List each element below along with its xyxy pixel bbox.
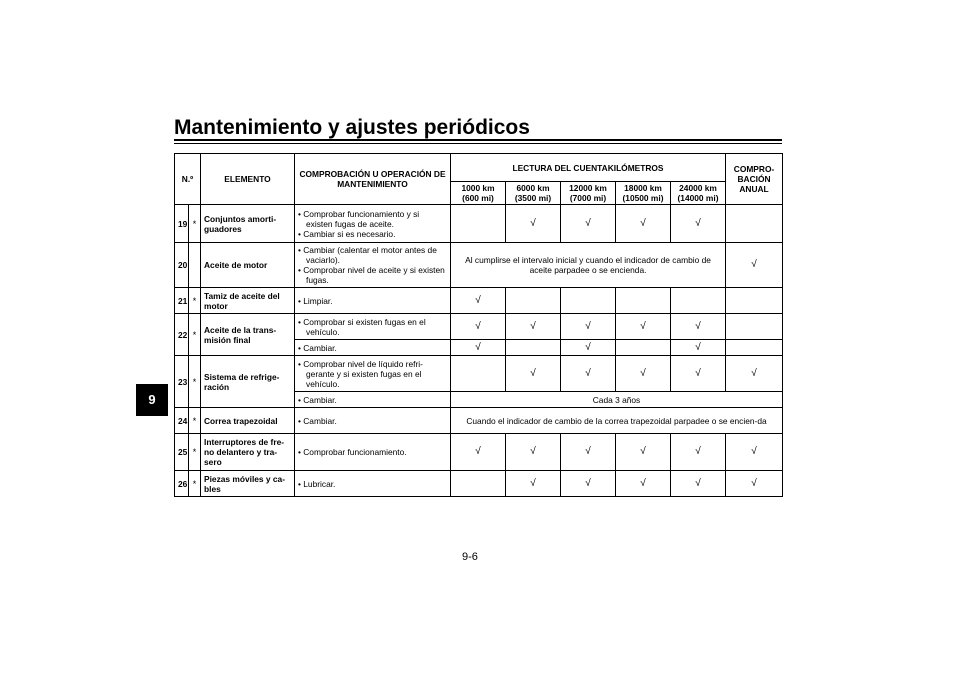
row-number: 25 [175,434,189,471]
operation-item: • Limpiar. [298,295,333,306]
header-check: COMPROBACIÓN U OPERACIÓN DE MANTENIMIENTO [295,154,451,205]
check-cell: √ [726,243,783,288]
check-cell [451,471,506,497]
interval-note: Cada 3 años [451,392,783,408]
check-cell: √ [671,205,726,243]
table-row [175,205,783,243]
title-rule-thick [174,139,782,141]
check-cell [726,340,783,356]
operation-item: • Comprobar funcionamiento y si existen fugas de aceite. [298,208,420,229]
star-mark: * [189,408,201,434]
header-odo-5: 24000 km (14000 mi) [671,182,726,205]
check-cell: √ [671,471,726,497]
maintenance-table [174,153,783,497]
element-name: Aceite de motor [201,243,295,288]
check-cell [616,340,671,356]
page-number: 9-6 [462,551,478,563]
element-name: Aceite de la trans-misión final [201,314,295,356]
star-mark: * [189,314,201,356]
check-cell: √ [506,471,561,497]
row-number: 23 [175,356,189,408]
star-mark: * [189,205,201,243]
check-cell [726,288,783,314]
check-cell: √ [671,356,726,392]
check-cell [726,205,783,243]
chapter-tab: 9 [136,384,168,416]
table-row [175,243,783,288]
check-cell: √ [616,314,671,340]
header-odometer: LECTURA DEL CUENTAKILÓMETROS [451,154,726,182]
operation-cell [295,340,451,356]
row-number: 20 [175,243,189,288]
check-cell: √ [451,434,506,471]
row-number: 22 [175,314,189,356]
header-element: ELEMENTO [201,154,295,205]
check-cell: √ [616,434,671,471]
operation-item: • Cambiar si es necesario. [298,228,396,239]
check-cell: √ [671,434,726,471]
header-no: N.º [175,154,201,205]
check-cell [616,288,671,314]
star-mark: * [189,288,201,314]
check-cell: √ [506,314,561,340]
operation-item: • Cambiar (calentar el motor antes de vaciarlo). [298,245,437,265]
header-row [175,154,783,182]
operation-item: • Comprobar si existen fugas en el vehículo. [298,316,426,337]
check-cell: √ [506,205,561,243]
element-name: Interruptores de fre-no delantero y tra-sero [201,434,295,471]
check-cell: √ [561,434,616,471]
operation-cell [295,205,451,243]
check-cell [506,288,561,314]
table-row [175,288,783,314]
star-mark: * [189,434,201,471]
header-odo-2: 6000 km (3500 mi) [506,182,561,205]
row-number: 19 [175,205,189,243]
check-cell [451,205,506,243]
check-cell: √ [561,340,616,356]
title-rule-thin [174,143,782,144]
check-cell: √ [561,314,616,340]
operation-cell [295,288,451,314]
element-name: Piezas móviles y ca-bles [201,471,295,497]
table-row [175,471,783,497]
check-cell: √ [451,314,506,340]
operation-item: • Lubricar. [298,478,336,489]
operation-item: • Comprobar funcionamiento. [298,447,407,457]
check-cell [561,288,616,314]
check-cell: √ [561,471,616,497]
check-cell [506,340,561,356]
star-mark: * [189,356,201,408]
check-cell: √ [726,471,783,497]
check-cell [671,288,726,314]
check-cell: √ [506,356,561,392]
check-cell: √ [616,471,671,497]
operation-cell [295,408,451,434]
header-odo-3: 12000 km (7000 mi) [561,182,616,205]
check-cell: √ [506,434,561,471]
element-name: Conjuntos amorti-guadores [201,205,295,243]
check-cell: √ [726,434,783,471]
operation-cell [295,243,451,288]
check-cell: √ [726,356,783,392]
check-cell: √ [451,340,506,356]
operation-item: • Comprobar nivel de líquido refri-gerante y si existen fugas en el vehículo. [298,358,423,389]
operation-item: • Cambiar. [298,394,337,405]
star-mark [189,243,201,288]
interval-note: Cuando el indicador de cambio de la correa trapezoidal parpadee o se encien-da [451,408,783,434]
check-cell: √ [671,314,726,340]
header-odo-4: 18000 km (10500 mi) [616,182,671,205]
operation-cell [295,314,451,340]
row-number: 24 [175,408,189,434]
header-odo-1: 1000 km (600 mi) [451,182,506,205]
star-mark: * [189,471,201,497]
check-cell [451,356,506,392]
header-annual: COMPRO-BACIÓN ANUAL [726,154,783,205]
check-cell: √ [451,288,506,314]
check-cell: √ [616,356,671,392]
page-title: Mantenimiento y ajustes periódicos [174,116,530,139]
operation-cell [295,356,451,392]
check-cell: √ [561,356,616,392]
operation-cell [295,392,451,408]
table-row [175,356,783,392]
table-row [175,434,783,471]
operation-item: • Cambiar. [298,342,337,353]
check-cell: √ [671,340,726,356]
table-row [175,408,783,434]
row-number: 21 [175,288,189,314]
check-cell [726,314,783,340]
element-name: Sistema de refrige-ración [201,356,295,408]
table-row [175,314,783,340]
operation-item: • Comprobar nivel de aceite y si existen fugas. [298,265,445,285]
row-number: 26 [175,471,189,497]
check-cell: √ [616,205,671,243]
operation-cell [295,434,451,471]
operation-cell [295,471,451,497]
check-cell: √ [561,205,616,243]
operation-item: • Cambiar. [298,415,337,426]
interval-note: Al cumplirse el intervalo inicial y cuando el indicador de cambio de aceite parpadee o se encienda. [451,243,726,288]
element-name: Tamiz de aceite del motor [201,288,295,314]
element-name: Correa trapezoidal [201,408,295,434]
